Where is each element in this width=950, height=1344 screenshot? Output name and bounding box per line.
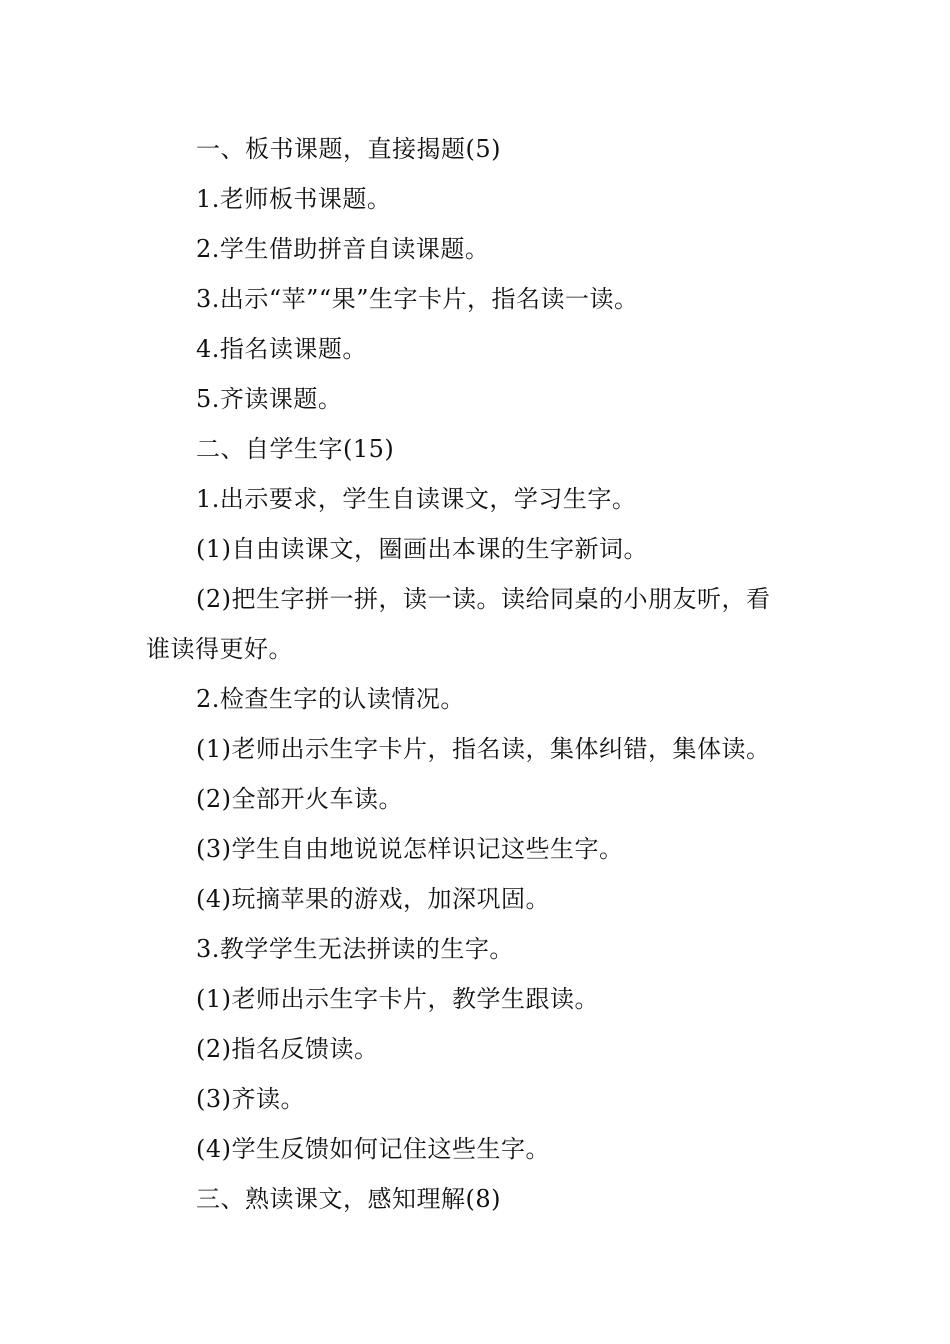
paragraph-line: 2.检查生字的认读情况。 <box>196 685 465 713</box>
paragraph-line: 3.出示“苹”“果”生字卡片，指名读一读。 <box>196 285 639 313</box>
section-heading-3: 三、熟读课文，感知理解(8) <box>196 1185 501 1213</box>
paragraph-line: (2)把生字拼一拼，读一读。读给同桌的小朋友听，看 <box>196 585 771 613</box>
paragraph-line: 4.指名读课题。 <box>196 335 367 363</box>
paragraph-line: (1)老师出示生字卡片，指名读，集体纠错，集体读。 <box>196 735 771 763</box>
paragraph-line: (1)自由读课文，圈画出本课的生字新词。 <box>196 535 648 563</box>
paragraph-line: 1.出示要求，学生自读课文，学习生字。 <box>196 485 637 513</box>
paragraph-line-continuation: 谁读得更好。 <box>146 635 293 663</box>
paragraph-line: (3)学生自由地说说怎样识记这些生字。 <box>196 835 624 863</box>
paragraph-line: (3)齐读。 <box>196 1085 305 1113</box>
section-heading-1: 一、板书课题，直接揭题(5) <box>196 135 501 163</box>
paragraph-line: (2)全部开火车读。 <box>196 785 403 813</box>
paragraph-line: (1)老师出示生字卡片，教学生跟读。 <box>196 985 599 1013</box>
paragraph-line: (2)指名反馈读。 <box>196 1035 379 1063</box>
paragraph-line: 3.教学学生无法拼读的生字。 <box>196 935 514 963</box>
paragraph-line: 1.老师板书课题。 <box>196 185 392 213</box>
paragraph-line: (4)学生反馈如何记住这些生字。 <box>196 1135 550 1163</box>
paragraph-line: 2.学生借助拼音自读课题。 <box>196 235 490 263</box>
section-heading-2: 二、自学生字(15) <box>196 435 395 463</box>
paragraph-line: 5.齐读课题。 <box>196 385 343 413</box>
paragraph-line: (4)玩摘苹果的游戏，加深巩固。 <box>196 885 550 913</box>
